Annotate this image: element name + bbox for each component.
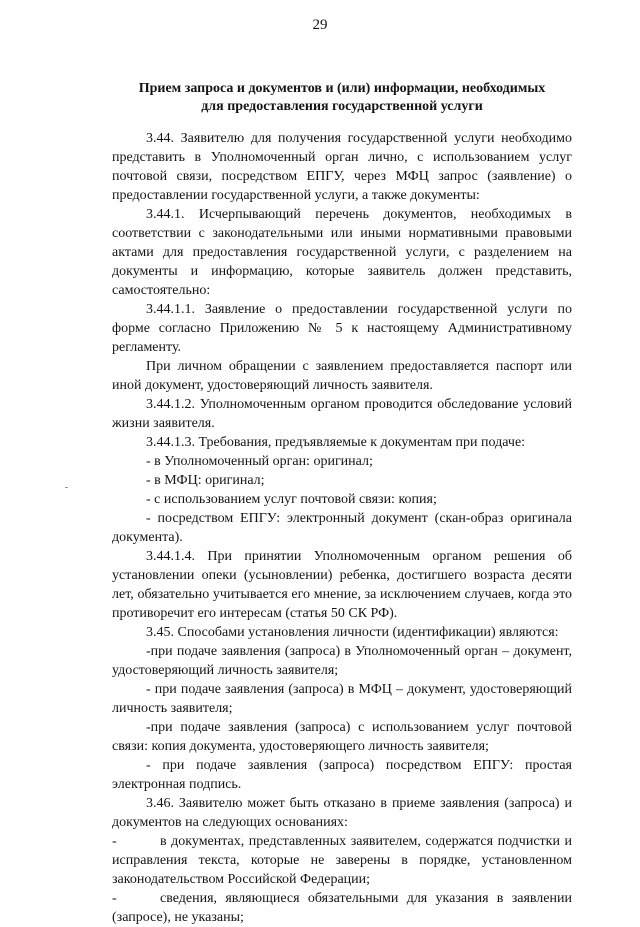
paragraph-3-44-1-2: 3.44.1.2. Уполномоченным органом проводится обследование условий жизни заявителя. bbox=[112, 397, 572, 431]
paragraph-3-44-1-3: 3.44.1.3. Требования, предъявляемые к документам при подаче: bbox=[146, 435, 526, 450]
paragraph-3-44: 3.44. Заявителю для получения государственной услуги необходимо представить в Уполномоченный орган лично, с использованием услуг почтовой связи, посредством ЕПГУ, через МФЦ запрос (заявление) о предоставлении государственной услуги, а также документы: bbox=[112, 131, 572, 203]
list-dash: - bbox=[112, 834, 117, 849]
list-item-postal: - с использованием услуг почтовой связи: копия; bbox=[146, 492, 437, 507]
paragraph-personal-appeal: При личном обращении с заявлением предоставляется паспорт или иной документ, удостоверяющий личность заявителя. bbox=[112, 359, 572, 393]
page-number: 29 bbox=[312, 17, 328, 33]
section-heading-line-1: Прием запроса и документов и (или) информации, необходимых bbox=[138, 81, 546, 96]
list-item-mfc: - в МФЦ: оригинал; bbox=[146, 473, 265, 488]
list-item-epgu: - посредством ЕПГУ: электронный документ (скан-образ оригинала документа). bbox=[112, 511, 572, 545]
list-item-id-mfc: - при подаче заявления (запроса) в МФЦ – документ, удостоверяющий личность заявителя; bbox=[112, 682, 572, 716]
list-item-text: сведения, являющиеся обязательными для указания в заявлении (запросе), не указаны; bbox=[112, 891, 572, 925]
section-heading-line-2: для предоставления государственной услуги bbox=[201, 99, 483, 114]
list-item-id-epgu: - при подаче заявления (запроса) посредством ЕПГУ: простая электронная подпись. bbox=[112, 758, 572, 792]
list-item-authorized-body: - в Уполномоченный орган: оригинал; bbox=[146, 454, 373, 469]
document-body bbox=[112, 129, 572, 927]
paragraph-3-44-1-1: 3.44.1.1. Заявление о предоставлении государственной услуги по форме согласно Приложению № 5 к настоящему Административному регламенту. bbox=[112, 302, 572, 355]
paragraph-3-44-1: 3.44.1. Исчерпывающий перечень документов, необходимых в соответствии с законодательными или иными нормативными правовыми актами для предоставления государственной услуги, с разделением на документы и информацию, которые заявитель должен представить, самостоятельно: bbox=[112, 207, 572, 298]
list-item-id-authorized-body: -при подаче заявления (запроса) в Уполномоченный орган – документ, удостоверяющий личность заявителя; bbox=[112, 644, 572, 678]
section-heading bbox=[112, 80, 572, 116]
paragraph-3-45: 3.45. Способами установления личности (идентификации) являются: bbox=[146, 625, 559, 640]
list-item-refusal-corrections bbox=[112, 832, 572, 889]
paragraph-3-44-1-4: 3.44.1.4. При принятии Уполномоченным органом решения об установлении опеки (усыновлении) ребенка, достигшего возраста десяти лет, обязательно учитывается его мнение, за исключением случаев, когда это противоречит его интересам (статья 50 СК РФ). bbox=[112, 549, 572, 621]
paragraph-3-46: 3.46. Заявителю может быть отказано в приеме заявления (запроса) и документов на следующих основаниях: bbox=[112, 796, 572, 830]
list-item-id-postal: -при подаче заявления (запроса) с использованием услуг почтовой связи: копия документа, удостоверяющего личность заявителя; bbox=[112, 720, 572, 754]
margin-mark bbox=[65, 487, 68, 488]
list-item-text: в документах, представленных заявителем, содержатся подчистки и исправления текста, которые не заверены в порядке, установленном законодательством Российской Федерации; bbox=[112, 834, 572, 887]
list-item-refusal-missing-info bbox=[112, 889, 572, 927]
list-dash: - bbox=[112, 891, 117, 906]
